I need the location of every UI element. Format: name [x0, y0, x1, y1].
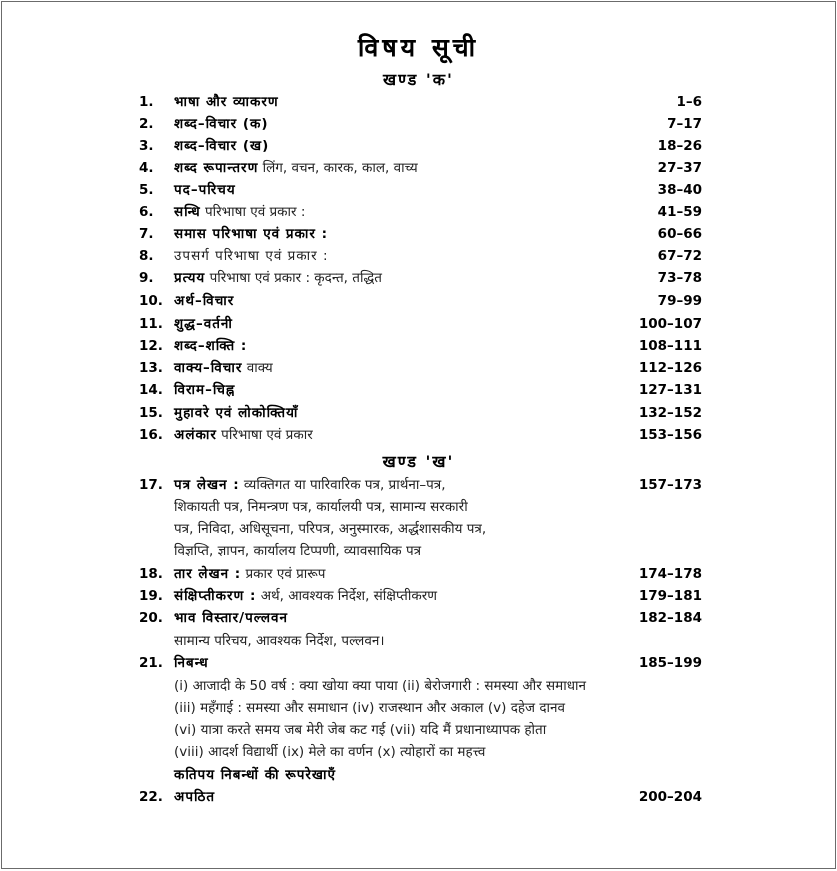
contents-page — [1, 1, 836, 869]
item-desc: परिभाषा एवं प्रकार : कृदन्त, तद्धित — [209, 270, 382, 286]
item-desc: परिभाषा एवं प्रकार — [221, 427, 313, 443]
toc-row — [2, 424, 835, 446]
item-title: सन्धि — [174, 204, 201, 220]
section-heading-a: खण्ड 'क' — [383, 70, 454, 89]
item-title: मुहावरे एवं लोकोक्तियाँ — [174, 405, 299, 421]
page-title: विषय सूची — [357, 33, 480, 62]
item-pages: 127–131 — [638, 382, 702, 398]
toc-row — [2, 402, 835, 424]
item-title: निबन्ध — [174, 655, 209, 671]
toc-row — [2, 379, 835, 401]
toc-row — [2, 335, 835, 357]
item-number: 9. — [139, 270, 154, 286]
item-pages: 182–184 — [638, 610, 702, 626]
toc-row — [2, 245, 835, 267]
item-title: अलंकार — [174, 427, 217, 443]
item-title: उपसर्ग परिभाषा एवं प्रकार : — [174, 248, 329, 264]
item-desc: व्यक्तिगत या पारिवारिक पत्र, प्रार्थना–पत्र, — [243, 477, 446, 493]
item-number: 17. — [139, 477, 163, 493]
item-pages: 41–59 — [657, 204, 702, 220]
item-number: 19. — [139, 588, 163, 604]
item-title: भाव विस्तार/पल्लवन — [174, 610, 288, 626]
item-title: समास परिभाषा एवं प्रकार : — [174, 226, 329, 242]
item-pages: 7–17 — [667, 116, 702, 132]
item-number: 18. — [139, 566, 163, 582]
item-number: 1. — [139, 94, 154, 110]
item-pages: 79–99 — [657, 293, 702, 309]
item-number: 22. — [139, 789, 163, 805]
toc-row — [2, 563, 835, 585]
item-title: पद–परिचय — [174, 182, 236, 198]
item-number: 12. — [139, 338, 163, 354]
item-pages: 1–6 — [676, 94, 702, 110]
item-number: 3. — [139, 138, 154, 154]
item-pages: 179–181 — [638, 588, 702, 604]
essay-list-line: (vi) यात्रा करते समय जब मेरी जेब कट गई (vii) यदि मैं प्रधानाध्यापक होता — [174, 722, 547, 738]
item-number: 14. — [139, 382, 163, 398]
item-pages: 73–78 — [657, 270, 702, 286]
item-number: 21. — [139, 655, 163, 671]
toc-row — [2, 474, 835, 496]
item-pages: 153–156 — [638, 427, 702, 443]
item-title: प्रत्यय — [174, 270, 206, 286]
toc-row — [2, 585, 835, 607]
toc-row — [2, 290, 835, 312]
item-title: विराम–चिह्न — [174, 382, 236, 398]
item-pages: 185–199 — [638, 655, 702, 671]
item-title: अपठित — [174, 789, 216, 805]
essay-list-line: (i) आजादी के 50 वर्ष : क्या खोया क्या पाया (ii) बेरोजगारी : समस्या और समाधान — [174, 678, 587, 694]
essay-list-line: (iii) महँगाई : समस्या और समाधान (iv) राजस्थान और अकाल (v) दहेज दानव — [174, 700, 566, 716]
toc-row — [2, 607, 835, 629]
item-pages: 174–178 — [638, 566, 702, 582]
item-number: 13. — [139, 360, 163, 376]
toc-row — [2, 786, 835, 808]
item-pages: 112–126 — [638, 360, 702, 376]
item-continuation: विज्ञप्ति, ज्ञापन, कार्यालय टिप्पणी, व्यावसायिक पत्र — [174, 543, 422, 559]
item-number: 8. — [139, 248, 154, 264]
item-pages: 38–40 — [657, 182, 702, 198]
item-pages: 132–152 — [638, 405, 702, 421]
item-title: शब्द–विचार (ख) — [174, 138, 270, 154]
section-heading-b: खण्ड 'ख' — [382, 452, 455, 471]
item-title: संक्षिप्तीकरण : — [174, 588, 257, 604]
toc-row — [2, 113, 835, 135]
toc-row — [2, 357, 835, 379]
item-desc: वाक्य — [246, 360, 273, 376]
item-pages: 108–111 — [638, 338, 702, 354]
item-number: 6. — [139, 204, 154, 220]
item-title: वाक्य–विचार — [174, 360, 243, 376]
item-number: 5. — [139, 182, 154, 198]
item-number: 7. — [139, 226, 154, 242]
toc-row — [2, 313, 835, 335]
item-desc: प्रकार एवं प्रारूप — [245, 566, 326, 582]
item-number: 2. — [139, 116, 154, 132]
item-number: 16. — [139, 427, 163, 443]
toc-row — [2, 91, 835, 113]
item-continuation: पत्र, निविदा, अधिसूचना, परिपत्र, अनुस्मारक, अर्द्धशासकीय पत्र, — [174, 521, 487, 537]
item-desc: लिंग, वचन, कारक, काल, वाच्य — [262, 160, 418, 176]
item-number: 4. — [139, 160, 154, 176]
item-title: शुद्ध–वर्तनी — [174, 316, 233, 332]
item-title: पत्र लेखन : — [174, 477, 240, 493]
essay-outline-heading: कतिपय निबन्धों की रूपरेखाएँ — [174, 767, 336, 783]
toc-row — [2, 223, 835, 245]
item-number: 11. — [139, 316, 163, 332]
item-title: शब्द–शक्ति : — [174, 338, 248, 354]
item-pages: 200–204 — [638, 789, 702, 805]
item-continuation: शिकायती पत्र, निमन्त्रण पत्र, कार्यालयी पत्र, सामान्य सरकारी — [174, 499, 468, 515]
essay-list-line: (viii) आदर्श विद्यार्थी (ix) मेले का वर्णन (x) त्योहारों का महत्त्व — [174, 744, 486, 760]
item-pages: 100–107 — [638, 316, 702, 332]
item-title: तार लेखन : — [174, 566, 242, 582]
item-number: 15. — [139, 405, 163, 421]
toc-row — [2, 652, 835, 674]
item-title: अर्थ–विचार — [174, 293, 235, 309]
item-number: 10. — [139, 293, 163, 309]
item-pages: 60–66 — [657, 226, 702, 242]
item-pages: 18–26 — [657, 138, 702, 154]
item-title: भाषा और व्याकरण — [174, 94, 279, 110]
toc-row — [2, 267, 835, 289]
item-pages: 27–37 — [657, 160, 702, 176]
toc-row — [2, 201, 835, 223]
toc-row — [2, 157, 835, 179]
item-pages: 67–72 — [657, 248, 702, 264]
item-pages: 157–173 — [638, 477, 702, 493]
toc-row — [2, 135, 835, 157]
item-desc: अर्थ, आवश्यक निर्देश, संक्षिप्तीकरण — [260, 588, 437, 604]
item-title: शब्द रूपान्तरण — [174, 160, 259, 176]
item-continuation: सामान्य परिचय, आवश्यक निर्देश, पल्लवन। — [174, 633, 385, 649]
toc-row — [2, 179, 835, 201]
item-desc: परिभाषा एवं प्रकार : — [204, 204, 306, 220]
item-number: 20. — [139, 610, 163, 626]
item-title: शब्द–विचार (क) — [174, 116, 269, 132]
